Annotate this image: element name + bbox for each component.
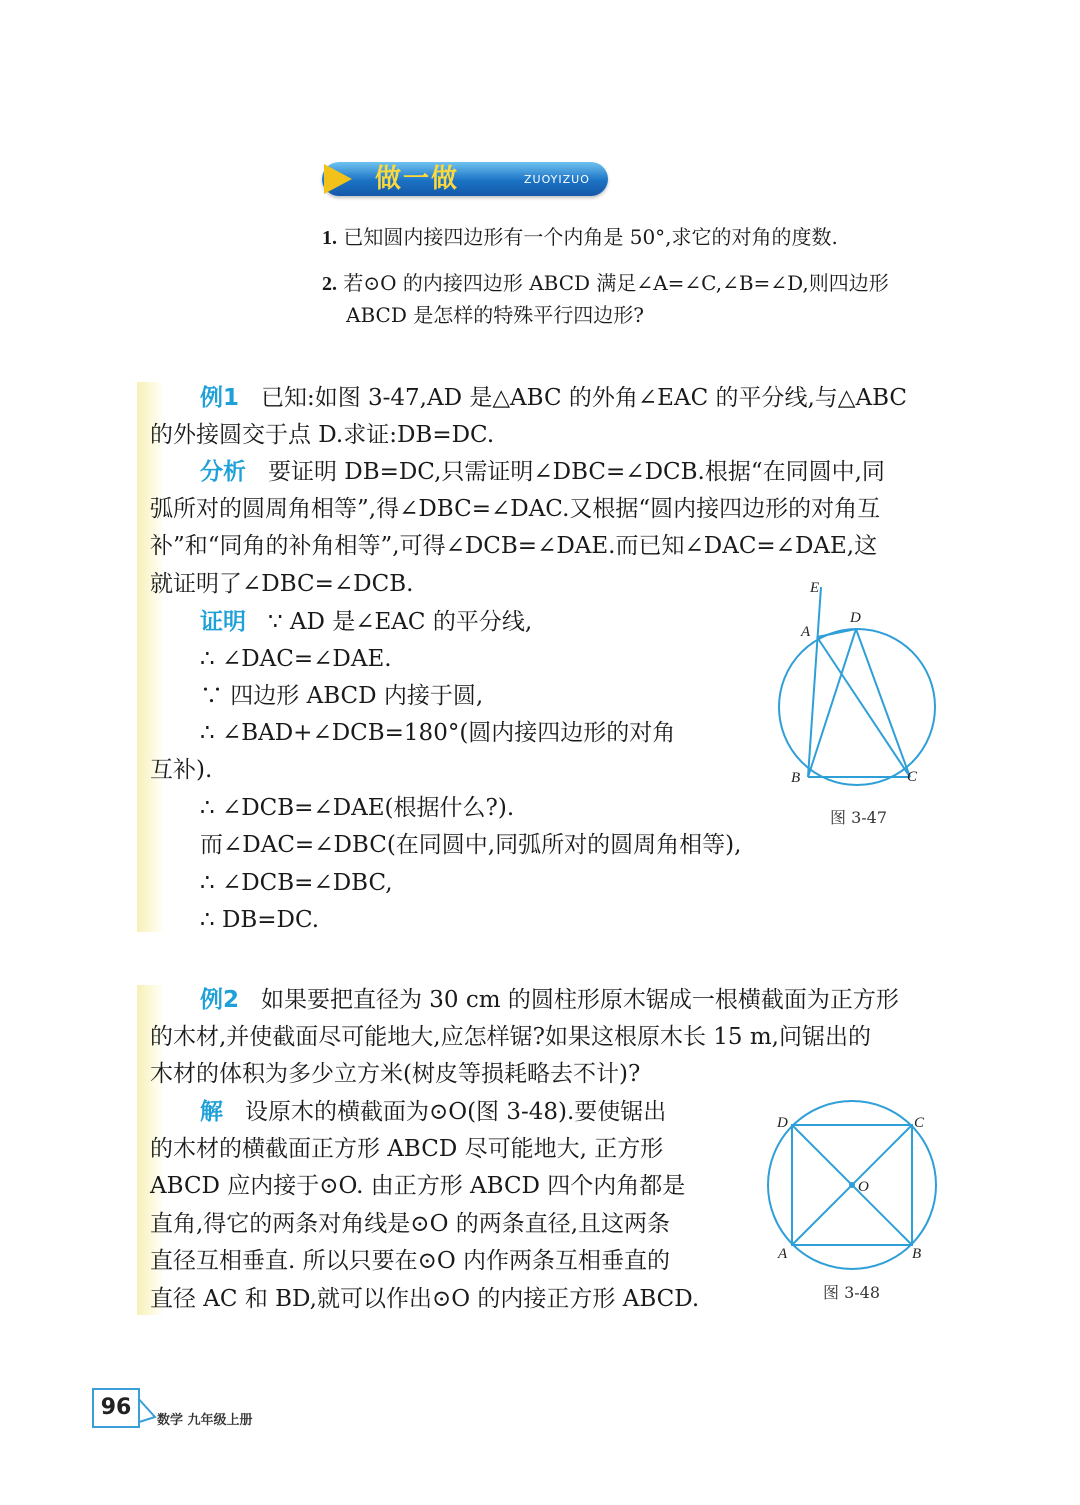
section-title: 做一做 xyxy=(375,164,460,194)
center-point xyxy=(849,1182,855,1188)
solution-line4: 直角,得它的两条对角线是⊙O 的两条直径,且这两条 xyxy=(150,1211,671,1237)
label-a: A xyxy=(778,1246,788,1262)
example2-label: 例2 xyxy=(200,987,240,1013)
solution-line3: ABCD 应内接于⊙O. 由正方形 ABCD 四个内角都是 xyxy=(150,1173,686,1199)
proof-line5: 互补). xyxy=(150,757,213,783)
line-ad xyxy=(817,629,856,637)
exercise-2: 2. 若⊙O 的内接四边形 ABCD 满足∠A=∠C,∠B=∠D,则四边形 xyxy=(322,271,889,295)
line-ea xyxy=(808,587,821,777)
exercise-2-line2: ABCD 是怎样的特殊平行四边形? xyxy=(346,303,644,327)
figure-3-47-caption: 图 3-47 xyxy=(830,808,888,827)
figure-3-47 xyxy=(770,575,950,800)
proof-line1: 证明 ∵ AD 是∠EAC 的平分线, xyxy=(200,609,533,635)
solution-line1: 解 设原木的横截面为⊙O(图 3-48).要使锯出 xyxy=(200,1099,667,1125)
analysis-line1: 分析 要证明 DB=DC,只需证明∠DBC=∠DCB.根据“在同圆中,同 xyxy=(200,459,885,485)
example1-line2: 的外接圆交于点 D.求证:DB=DC. xyxy=(150,422,495,448)
example1-label: 例1 xyxy=(200,385,240,411)
proof-line3: ∵ 四边形 ABCD 内接于圆, xyxy=(200,683,484,709)
analysis-line3: 补”和“同角的补角相等”,可得∠DCB=∠DAE.而已知∠DAC=∠DAE,这 xyxy=(150,533,878,559)
label-c: C xyxy=(914,1115,925,1131)
analysis-line2: 弧所对的圆周角相等”,得∠DBC=∠DAC.又根据“圆内接四边形的对角互 xyxy=(150,496,881,522)
figure-3-48 xyxy=(760,1095,950,1275)
section-subtitle: ZUOYIZUO xyxy=(524,173,590,186)
analysis-label: 分析 xyxy=(200,459,246,485)
solution-line5: 直径互相垂直. 所以只要在⊙O 内作两条互相垂直的 xyxy=(150,1248,671,1274)
label-b: B xyxy=(912,1246,922,1262)
proof-label: 证明 xyxy=(200,609,246,635)
proof-line2: ∴ ∠DAC=∠DAE. xyxy=(200,646,392,672)
label-e: E xyxy=(810,580,820,596)
solution-label: 解 xyxy=(200,1099,223,1125)
exercise-1: 1. 已知圆内接四边形有一个内角是 50°,求它的对角的度数. xyxy=(322,225,838,249)
solution-line6: 直径 AC 和 BD,就可以作出⊙O 的内接正方形 ABCD. xyxy=(150,1286,700,1312)
figure-3-48-caption: 图 3-48 xyxy=(823,1283,881,1302)
example1-line1: 例1 已知:如图 3-47,AD 是△ABC 的外角∠EAC 的平分线,与△ABC xyxy=(200,385,908,411)
proof-line4: ∴ ∠BAD+∠DCB=180°(圆内接四边形的对角 xyxy=(200,720,676,746)
page-number: 96 xyxy=(92,1388,140,1428)
circumcircle xyxy=(779,629,935,785)
label-c: C xyxy=(907,769,918,785)
proof-line6: ∴ ∠DCB=∠DAE(根据什么?). xyxy=(200,795,515,821)
proof-line8: ∴ ∠DCB=∠DBC, xyxy=(200,870,393,896)
label-d: D xyxy=(777,1115,788,1131)
line-db xyxy=(808,629,856,777)
analysis-line4: 就证明了∠DBC=∠DCB. xyxy=(150,571,414,597)
example2-line1: 例2 如果要把直径为 30 cm 的圆柱形原木锯成一根横截面为正方形 xyxy=(200,987,899,1013)
label-b: B xyxy=(791,770,801,786)
example2-line2: 的木材,并使截面尽可能地大,应怎样锯?如果这根原木长 15 m,问锯出的 xyxy=(150,1024,871,1050)
arrow-icon xyxy=(324,164,352,194)
label-o: O xyxy=(858,1179,869,1195)
label-d: D xyxy=(850,610,861,626)
proof-line7: 而∠DAC=∠DBC(在同圆中,同弧所对的圆周角相等), xyxy=(200,832,742,858)
line-dc xyxy=(856,629,910,777)
book-title: 数学 九年级上册 xyxy=(157,1413,253,1428)
example2-line3: 木材的体积为多少立方米(树皮等损耗略去不计)? xyxy=(150,1061,641,1087)
proof-line9: ∴ DB=DC. xyxy=(200,907,320,933)
label-a: A xyxy=(801,624,811,640)
highlight-bar xyxy=(137,382,165,932)
solution-line2: 的木材的横截面正方形 ABCD 尽可能地大, 正方形 xyxy=(150,1136,664,1162)
